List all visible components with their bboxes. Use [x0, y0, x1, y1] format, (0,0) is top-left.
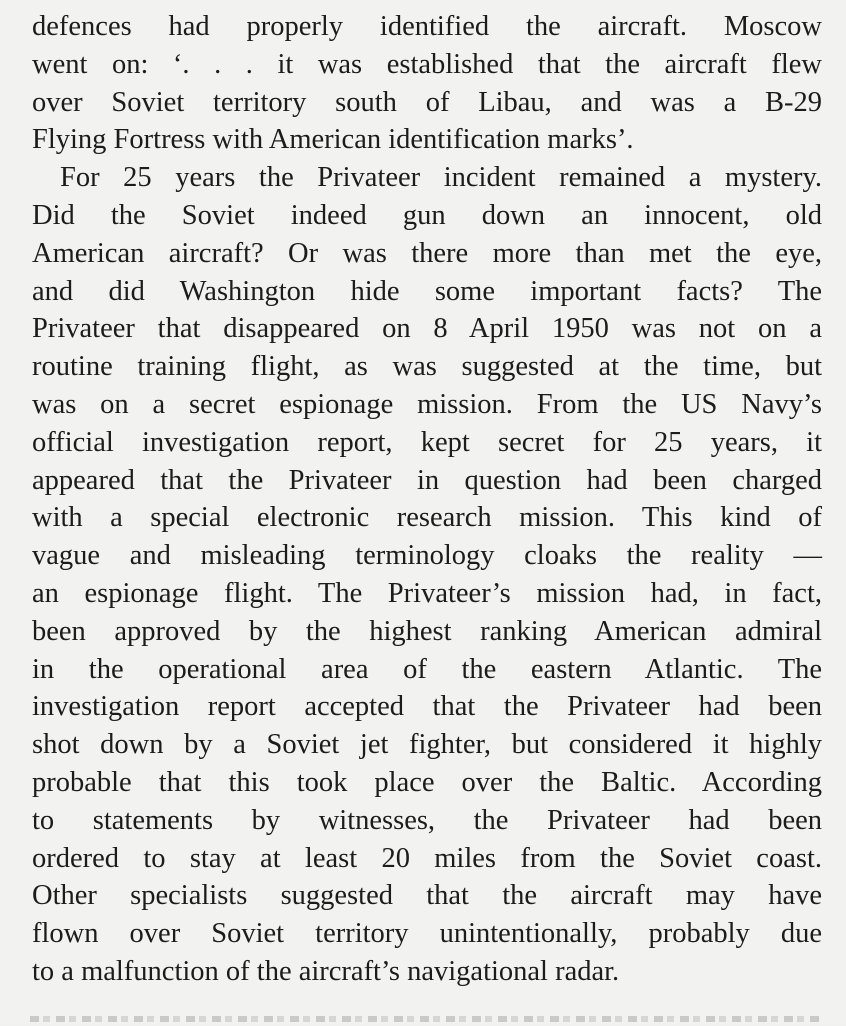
text-line: routine training flight, as was suggested at the time, but: [32, 351, 822, 383]
text-line: Privateer that disappeared on 8 April 1950 was not on a: [32, 313, 822, 345]
text-line: probable that this took place over the Baltic. According: [32, 766, 822, 798]
paragraph-first-line: For 25 years the Privateer incident remained a mystery.: [60, 162, 822, 194]
text-line: Other specialists suggested that the aircraft may have: [32, 880, 822, 912]
text-line: vague and misleading terminology cloaks the reality —: [32, 540, 822, 572]
text-line: to statements by witnesses, the Privateer had been: [32, 804, 822, 836]
text-line: was on a secret espionage mission. From the US Navy’s: [32, 388, 822, 420]
text-line: defences had properly identified the aircraft. Moscow: [32, 11, 822, 42]
text-line: flown over Soviet territory unintentionally, probably due: [32, 918, 822, 950]
text-line: American aircraft? Or was there more than met the eye,: [32, 237, 822, 269]
text-line: official investigation report, kept secret for 25 years, it: [32, 426, 822, 458]
text-line: appeared that the Privateer in question had been charged: [32, 464, 822, 496]
text-line: been approved by the highest ranking American admiral: [32, 615, 822, 647]
text-line: and did Washington hide some important facts? The: [32, 275, 822, 307]
text-line: investigation report accepted that the Privateer had been: [32, 691, 822, 723]
text-line: over Soviet territory south of Libau, and was a B-29: [32, 86, 822, 118]
text-line: with a special electronic research mission. This kind of: [32, 502, 822, 534]
text-line: to a malfunction of the aircraft’s navigational radar.: [32, 955, 620, 987]
text-line: ordered to stay at least 20 miles from the Soviet coast.: [32, 842, 822, 874]
text-line: went on: ‘. . . it was established that the aircraft flew: [32, 48, 822, 80]
text-line: an espionage flight. The Privateer’s mission had, in fact,: [32, 577, 822, 609]
body-text: [32, 8, 822, 991]
text-line: shot down by a Soviet jet fighter, but considered it highly: [32, 729, 822, 761]
text-line: Flying Fortress with American identification marks’.: [32, 124, 634, 156]
text-line: in the operational area of the eastern Atlantic. The: [32, 653, 822, 685]
text-line: Did the Soviet indeed gun down an innocent, old: [32, 199, 822, 231]
